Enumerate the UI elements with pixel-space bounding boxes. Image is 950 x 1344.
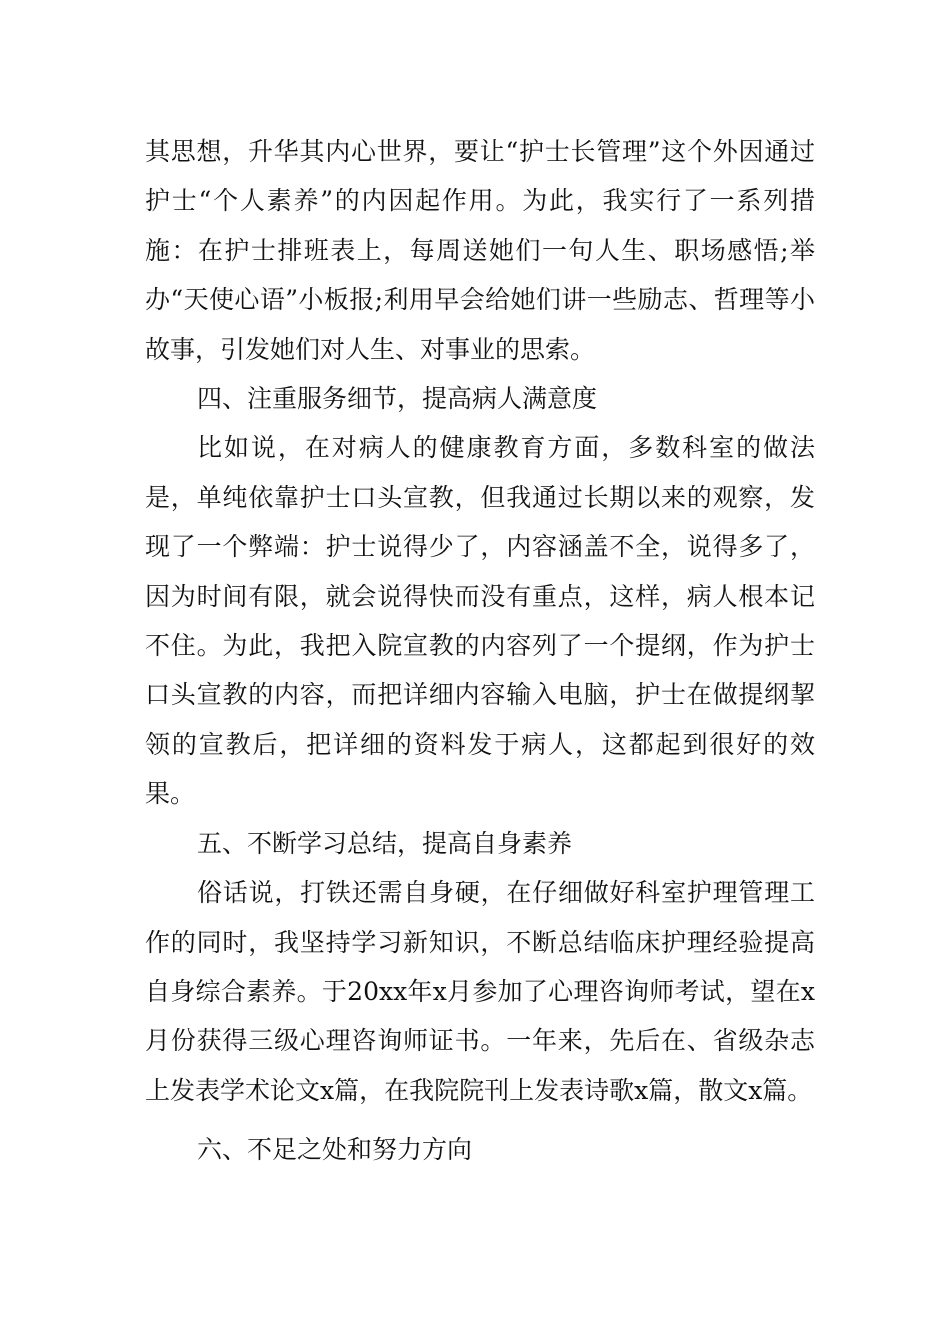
paragraph-self-improvement: 俗话说，打铁还需自身硬，在仔细做好科室护理管理工作的同时，我坚持学习新知识，不断总结临床护理经验提高自身综合素养。于20xx年x月参加了心理咨询师考试，望在x月份获得三级心理咨询师证书。一年来，先后在、省级杂志上发表学术论文x篇，在我院院刊上发表诗歌x篇，散文x篇。 [145, 878, 815, 1105]
section-heading-6: 六、不足之处和努力方向 [197, 1135, 473, 1165]
section-heading-4: 四、注重服务细节，提高病人满意度 [197, 384, 598, 414]
section-heading-5: 五、不断学习总结，提高自身素养 [197, 828, 573, 858]
document-body [145, 127, 815, 1175]
paragraph-health-education: 比如说，在对病人的健康教育方面，多数科室的做法是，单纯依靠护士口头宣教，但我通过长期以来的观察，发现了一个弊端：护士说得少了，内容涵盖不全，说得多了，因为时间有限，就会说得快而没有重点，这样，病人根本记不住。为此，我把入院宣教的内容列了一个提纲，作为护士口头宣教的内容，而把详细内容输入电脑，护士在做提纲挈领的宣教后，把详细的资料发于病人，这都起到很好的效果。 [145, 433, 815, 809]
paragraph-continuation: 其思想，升华其内心世界，要让“护士长管理”这个外因通过护士“个人素养”的内因起作用。为此，我实行了一系列措施：在护士排班表上，每周送她们一句人生、职场感悟;举办“天使心语”小板报;利用早会给她们讲一些励志、哲理等小故事，引发她们对人生、对事业的思索。 [145, 137, 815, 364]
